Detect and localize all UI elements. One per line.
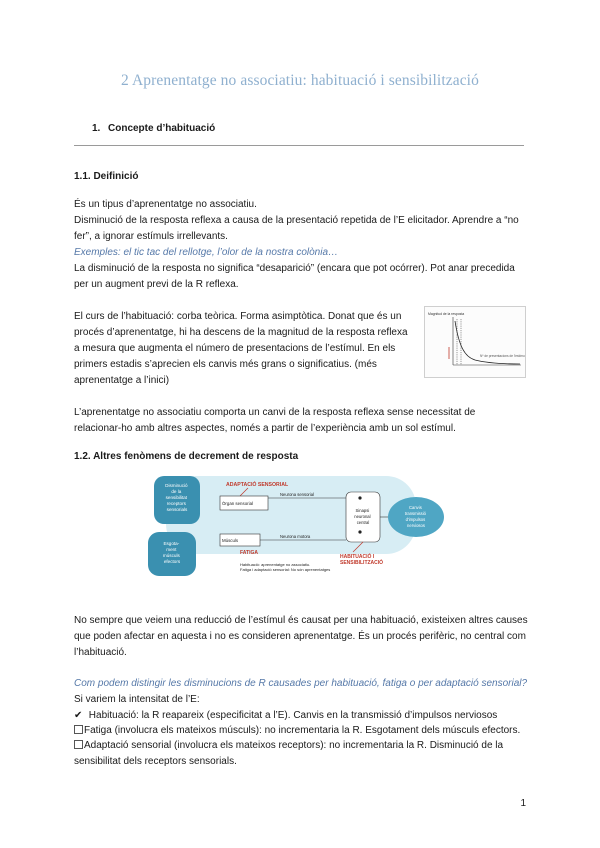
- badge-text: Esgota- ment músculs efectors: [162, 541, 181, 564]
- section-number: 1.: [92, 123, 101, 134]
- example-line: Exemples: el tic tac del rellotge, l’olor de la nostra colònia…: [74, 247, 339, 258]
- box-icon: [74, 725, 83, 734]
- section-divider: [74, 145, 524, 146]
- paragraph-line: primers estadis s’aprecien els canvis més grans o significatius. (més: [74, 359, 377, 370]
- paragraph-line: No sempre que veiem una reducció de l’estímul és causat per una habituació, existeixen altres causes: [74, 615, 528, 626]
- paragraph-line: per un augment previ de la R reflexa.: [74, 279, 239, 290]
- paragraph-line: procés d’aprenentatge, hi ha descens de la magnitud de la resposta reflexa: [74, 327, 408, 338]
- transmission-label: Canvis transmissió d'impulsos nerviosos: [404, 505, 427, 528]
- organ-label: Òrgan sensorial: [222, 501, 253, 506]
- paragraph-line: La disminució de la resposta no significa “desaparició” (encara que pot ocórrer). Pot anar precedida: [74, 263, 515, 274]
- diagram-caption: Habituació: aprenentatge no associatiu. Fatiga i adaptació sensorial: No són aprenentatges: [240, 562, 331, 572]
- list-item-text: Fatiga (involucra els mateixos músculs): no incrementaria la R. Esgotament dels músculs efectors.: [84, 725, 521, 736]
- synapse-dot: [358, 496, 361, 499]
- decrement-diagram: [148, 470, 448, 580]
- list-item: [74, 708, 524, 724]
- chart-ylabel: Magnitud de la resposta: [428, 312, 465, 316]
- fatiga-label: FATIGA: [240, 550, 258, 556]
- paragraph-line: L’aprenentatge no associatiu comporta un canvi de la resposta reflexa sense necessitat de: [74, 407, 476, 418]
- paragraph-line: Si variem la intensitat de l’E:: [74, 694, 200, 705]
- motor-label: Neurona motora: [280, 534, 311, 539]
- paragraph-line: El curs de l’habituació: corba teòrica. Forma asimptòtica. Donat que és un: [74, 311, 402, 322]
- habituacio-label: HABITUACIÓ I SENSIBILITZACIÓ: [340, 554, 384, 566]
- muscle-label: Músculs: [222, 538, 239, 543]
- synapse-label: Sinapsi neuronal central: [354, 508, 371, 525]
- list-item: [74, 738, 524, 754]
- subsection-heading-1-2: 1.2. Altres fenòmens de decrement de resposta: [74, 451, 299, 462]
- section-heading-1: [92, 123, 215, 134]
- synapse-dot: [358, 530, 361, 533]
- paragraph-line: a mesura que augmenta el número de presentacions de l’estímul. En els: [74, 343, 396, 354]
- section-label: Concepte d’habituació: [108, 123, 216, 134]
- chart-xlabel: Nº de presentacions de l'estímul: [480, 354, 525, 358]
- habituation-curve-figure: [424, 306, 526, 378]
- list-item: [74, 723, 524, 739]
- paragraph-line: Disminució de la resposta reflexa a causa de la presentació repetida de l’E elicitador. Aprendre a “no: [74, 215, 519, 226]
- paragraph-line: És un tipus d’aprenentatge no associatiu.: [74, 199, 257, 210]
- list-item-text: Habituació: la R reapareix (especificitat a l’E). Canvis en la transmissió d’impulsos nerviosos: [88, 710, 498, 721]
- box-icon: [74, 740, 83, 749]
- page-number: 1: [520, 798, 526, 809]
- page-title: 2 Aprenentatge no associatiu: habituació i sensibilització: [121, 72, 479, 89]
- sensory-label: Neurona sensorial: [280, 492, 314, 497]
- subsection-heading-1-1: 1.1. Deifinició: [74, 171, 139, 182]
- paragraph-line: fer”, a ignorar estímuls irrellevants.: [74, 231, 228, 242]
- list-item-continuation: sensibilitat dels receptors sensorials.: [74, 756, 237, 767]
- paragraph-line: aprenentatge a l’inici): [74, 375, 170, 386]
- check-icon: ✔: [74, 710, 83, 721]
- paragraph-line: l’habituació.: [74, 647, 127, 658]
- paragraph-line: relacionar-ho amb altres aspectes, només a partir de l’experiència amb un sol estímul.: [74, 423, 456, 434]
- list-item-text: Adaptació sensorial (involucra els mateixos receptors): no incrementaria la R. Disminució de la: [84, 740, 504, 751]
- question-line: Com podem distingir les disminucions de R causades per habituació, fatiga o per adaptació sensorial?: [74, 678, 528, 689]
- adaptacio-label: ADAPTACIÓ SENSORIAL: [226, 482, 289, 488]
- badge-text: Disminució de la sensibilitat receptors sensorials: [165, 483, 188, 512]
- paragraph-line: que poden afectar en aquesta i no es consideren aprenentatge. És un procés perifèric, no central com: [74, 631, 526, 642]
